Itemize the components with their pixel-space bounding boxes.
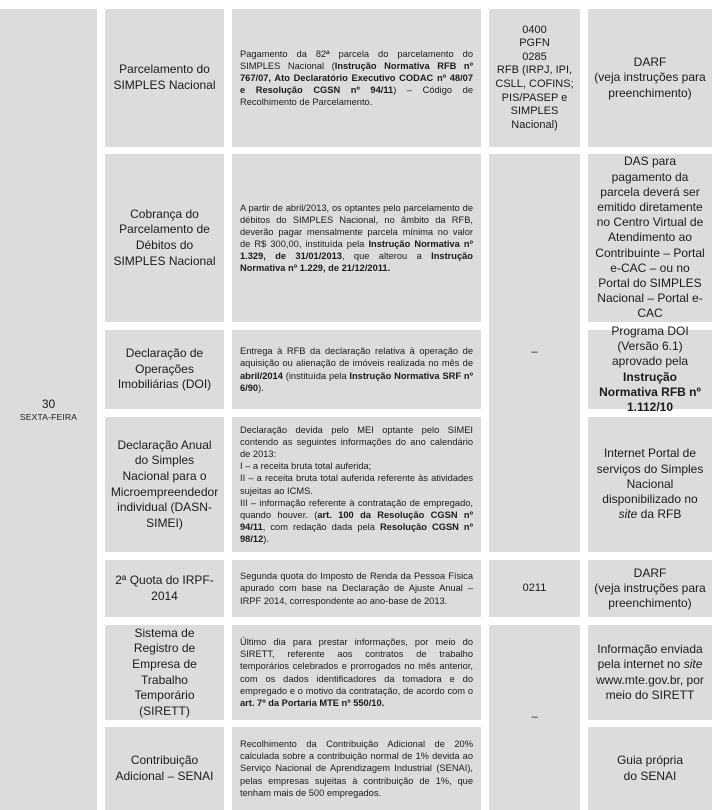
- document-text: Guia própria do SENAI: [616, 753, 684, 783]
- description-cell: [232, 330, 481, 409]
- description-text: Segunda quota do Imposto de Renda da Pessoa Física apurado com base na Declaração de Ajuste Anual – IRPF 2014, correspondente ao ano-base de 2013.: [240, 571, 473, 606]
- code-cell: [489, 154, 580, 552]
- date-weekday: SEXTA-FEIRA: [19, 411, 78, 422]
- document-text: Internet Portal de serviços do Simples Nacional disponibilizado no site da RFB: [596, 446, 704, 522]
- obligation-title: Sistema de Registro de Empresa de Trabalho Temporário (SIRETT): [132, 625, 197, 718]
- obligation-cell: [105, 417, 224, 552]
- document-cell: [588, 9, 712, 147]
- code-cell: [489, 9, 580, 147]
- description-text: Pagamento da 82ª parcela do parcelamento do SIMPLES Nacional (Instrução Normativa RFB nº 767/07, Ato Declaratório Executivo CODAC nº 48/07 e Resolução CGSN nº 94/11) – Código de Recolhimento de Parcelamento.: [240, 48, 473, 108]
- collection-code: 0400 PGFN 0285 RFB (IRPJ, IPI, CSLL, COFINS; PIS/PASEP e SIMPLES Nacional): [495, 23, 574, 131]
- description-cell: [232, 9, 481, 147]
- obligation-title: Declaração de Operações Imobiliárias (DOI): [117, 346, 212, 392]
- collection-code: 0211: [522, 581, 547, 594]
- obligation-cell: [105, 625, 224, 720]
- document-cell: [588, 323, 712, 414]
- collection-code: –: [531, 346, 538, 359]
- document-cell: [588, 154, 712, 322]
- description-text: Declaração devida pelo MEI optante pelo SIMEI contendo as seguintes informações do ano calendário de 2013: I – a receita bruta total auferida; II – a receita bruta total auferida referente às atividades sujeitas ao ICMS. III – informação referente à contratação de empregado, quando houver. (art. 100 da Resolução CGSN nº 94/11, com redação dada pela Resolução CGSN nº 98/12).: [240, 425, 473, 544]
- document-text: Programa DOI (Versão 6.1) aprovado pela Instrução Normativa RFB nº 1.112/10: [599, 323, 701, 414]
- description-text: A partir de abril/2013, os optantes pelo parcelamento de débitos do SIMPLES Nacional, no âmbito da RFB, deverão pagar mensalmente parcela mínima no valor de R$ 300,00, instituída pela Instrução Normativa nº 1.329, de 31/01/2013, que alterou a Instrução Normativa nº 1.229, de 21/12/2011.: [240, 202, 473, 274]
- collection-code: –: [531, 710, 538, 723]
- document-cell: [588, 625, 712, 720]
- document-text: DARF (veja instruções para preenchimento): [594, 55, 706, 100]
- document-text: DARF (veja instruções para preenchimento): [594, 565, 706, 611]
- obligation-title: Contribuição Adicional – SENAI: [115, 752, 214, 783]
- description-text: Entrega à RFB da declaração relativa à operação de aquisição ou alienação de imóveis realizada no mês de abril/2014 (instituída pela Instrução Normativa SRF nº 6/90).: [240, 346, 473, 393]
- obligation-cell: [105, 9, 224, 147]
- date-day: 30: [41, 396, 56, 411]
- document-cell: [588, 560, 712, 617]
- obligation-cell: [105, 154, 224, 322]
- description-cell: [232, 625, 481, 720]
- document-cell: [588, 727, 712, 810]
- description-cell: [232, 154, 481, 322]
- code-cell: [489, 560, 580, 617]
- code-cell: [489, 625, 580, 810]
- obligation-cell: [105, 330, 224, 409]
- document-text: DAS para pagamento da parcela deverá ser emitido diretamente no Centro Virtual de Atendimento ao Contribuinte – Portal e-CAC – ou no Portal do SIMPLES Nacional – Portal e-CAC: [595, 154, 705, 321]
- description-cell: [232, 727, 481, 810]
- obligation-title: Declaração Anual do Simples Nacional para o Microempreendedor individual (DASN-SIMEI): [110, 437, 219, 530]
- obligation-cell: [105, 560, 224, 617]
- description-text: Recolhimento da Contribuição Adicional de 20% calculada sobre a contribuição normal de 1% devida ao Serviço Nacional de Aprendizagem Industrial (SENAI), pelas empresas sujeitas à contribuição de 1%, que tenham mais de 500 empregados.: [240, 739, 473, 798]
- obligation-title: Parcelamento do SIMPLES Nacional: [113, 62, 216, 92]
- document-text: Informação enviada pela internet no site www.mte.gov.br, por meio do SIRETT: [596, 642, 704, 702]
- description-cell: [232, 560, 481, 617]
- obligation-cell: [105, 727, 224, 810]
- date-cell: [0, 9, 97, 810]
- obligation-title: Cobrança do Parcelamento de Débitos do SIMPLES Nacional: [113, 206, 216, 268]
- document-cell: [588, 417, 712, 552]
- description-text: Último dia para prestar informações, por meio do SIRETT, referente aos contratos de trabalho temporários celebrados e prorrogados no mês anterior, com os dados identificadores da tomadora e do empregado e o motivo da contratação, de acordo com o art. 7º da Portaria MTE nº 550/10.: [240, 637, 473, 708]
- description-cell: [232, 417, 481, 552]
- obligation-title: 2ª Quota do IRPF-2014: [115, 572, 214, 603]
